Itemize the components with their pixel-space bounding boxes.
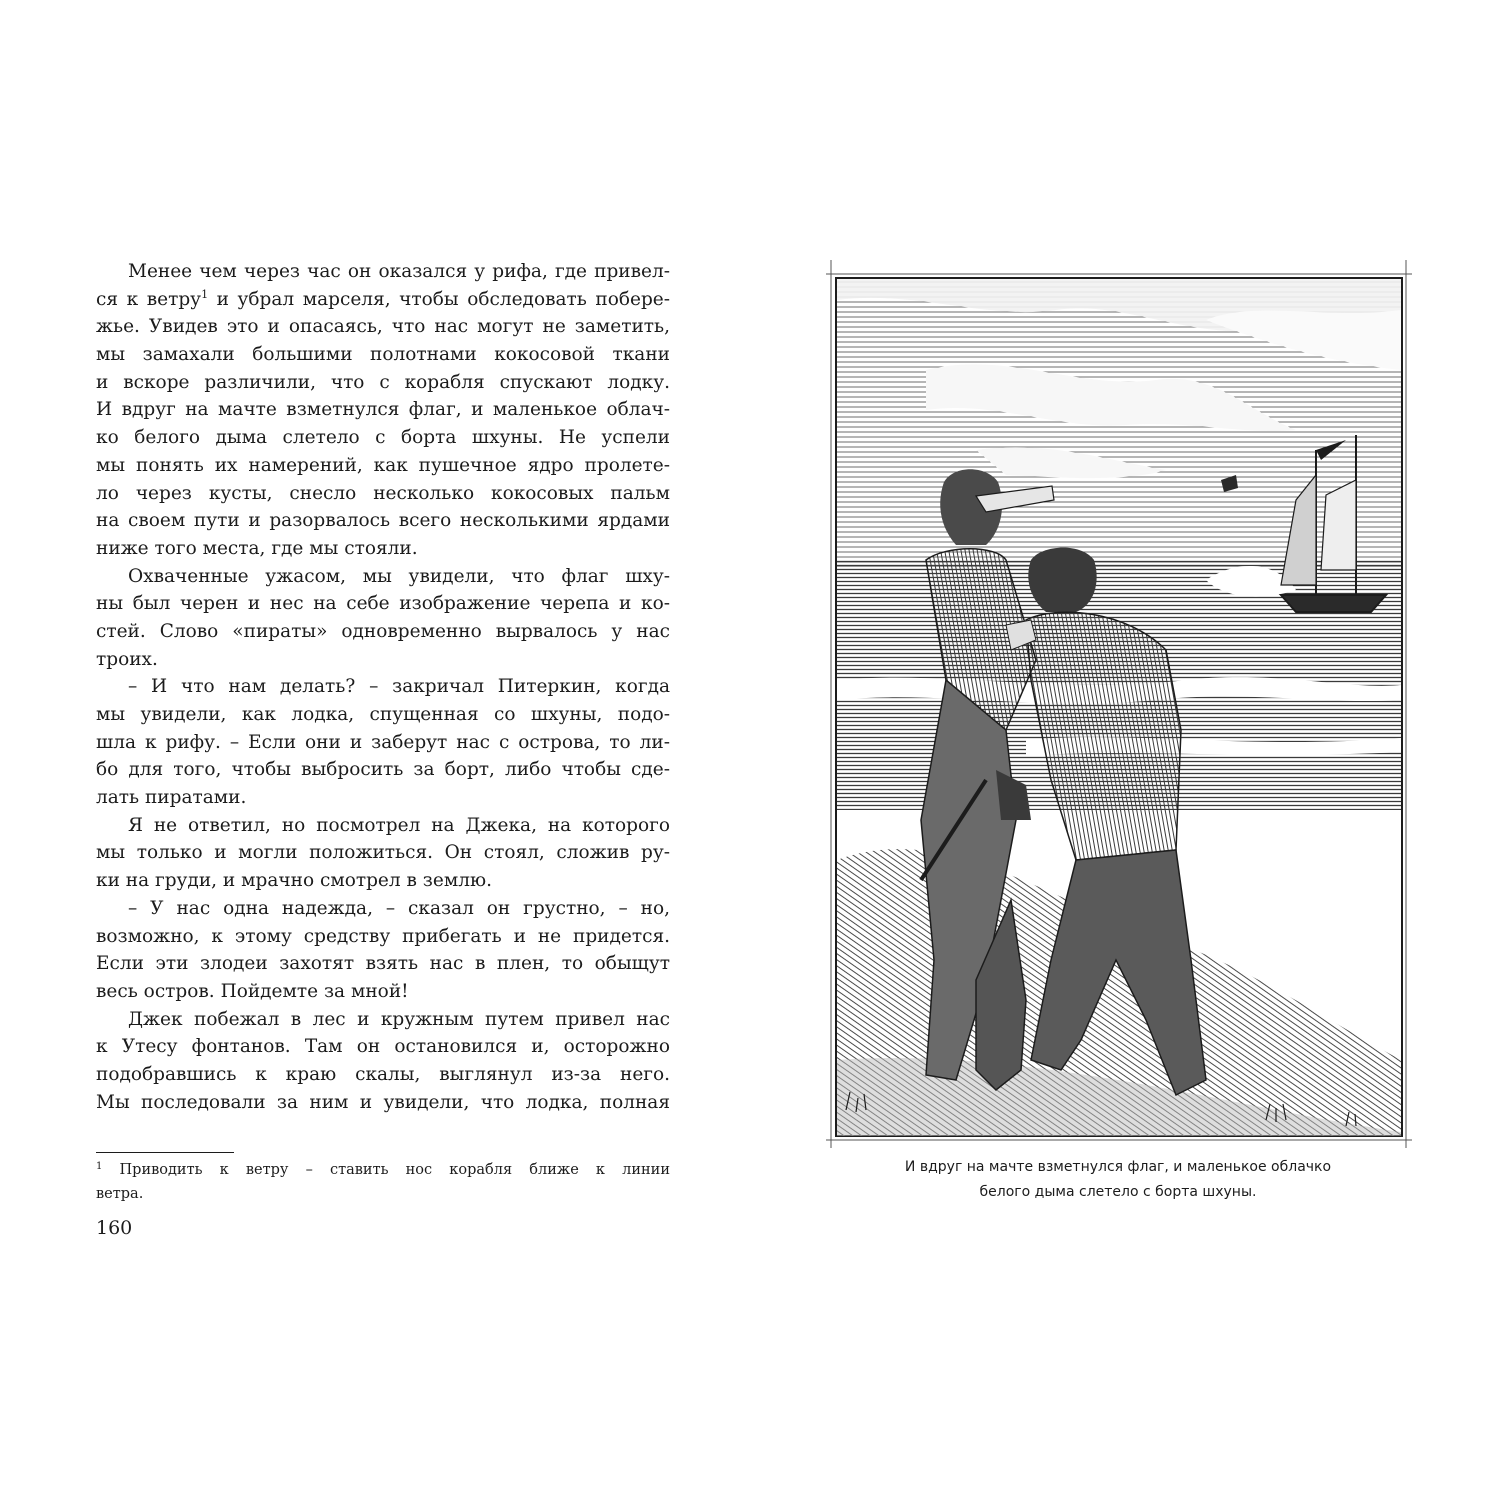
body-line: мы понять их намерений, как пушечное ядро пролете-: [96, 454, 670, 476]
caption-line-2: белого дыма слетело с борта шхуны.: [979, 1184, 1257, 1200]
body-line: возможно, к этому средству прибегать и не придется.: [96, 925, 670, 947]
footnote-reference[interactable]: 1: [201, 287, 209, 301]
body-line: мы увидели, как лодка, спущенная со шхуны, подо-: [96, 704, 670, 725]
body-line: троих.: [96, 648, 158, 670]
body-line: ко белого дыма слетело с борта шхуны. Не успели: [96, 427, 670, 449]
engraving-figure-art: [826, 260, 1412, 1148]
body-line: Менее чем через час он оказался у рифа, где привел-: [128, 261, 670, 282]
illustration-caption: [830, 1155, 1406, 1205]
body-line: мы замахали большими полотнами кокосовой ткани: [96, 344, 670, 366]
body-line: мы только и могли положиться. Он стоял, сложив ру-: [96, 842, 670, 864]
footnote-text-line-2: ветра.: [96, 1186, 144, 1202]
body-line: Я не ответил, но посмотрел на Джека, на которого: [128, 814, 670, 836]
body-line: ло через кусты, снесло несколько кокосовых пальм: [96, 482, 670, 504]
body-line-text: ся к ветру: [96, 288, 202, 310]
body-line: ки на груди, и мрачно смотрел в землю.: [96, 870, 492, 892]
illustration: [826, 260, 1412, 1148]
body-line: ны был черен и нес на себе изображение черепа и ко-: [96, 593, 670, 615]
caption-line-1: И вдруг на мачте взметнулся флаг, и маленькое облачко: [904, 1159, 1332, 1175]
body-line: и вскоре различили, что с корабля спускают лодку.: [96, 371, 670, 393]
footnote-text-line-1: Приводить к ветру – ставить нос корабля ближе к линии: [102, 1162, 670, 1178]
body-line: лать пиратами.: [96, 787, 247, 809]
body-line: подобравшись к краю скалы, выглянул из-за него.: [96, 1063, 670, 1085]
body-line: Охваченные ужасом, мы увидели, что флаг шху-: [128, 565, 670, 587]
body-text: [96, 258, 670, 1116]
page-number: 160: [96, 1217, 133, 1239]
body-line: на своем пути и разорвалось всего несколькими ярдами: [96, 510, 670, 532]
body-line: И вдруг на мачте взметнулся флаг, и маленькое облач-: [96, 399, 670, 421]
body-line: Если эти злодеи захотят взять нас в плен, то обыщут: [96, 953, 670, 975]
body-line-text: и убрал марселя, чтобы обследовать побере-: [208, 288, 670, 310]
body-line: весь остров. Пойдемте за мной!: [96, 980, 409, 1002]
footnote-rule: [96, 1152, 234, 1153]
body-line: Джек побежал в лес и кружным путем привел нас: [128, 1008, 670, 1030]
footnote-marker: 1: [96, 1161, 103, 1172]
footnote: [96, 1158, 670, 1206]
body-line: – У нас одна надежда, – сказал он грустно, – но,: [128, 897, 670, 919]
body-line: [96, 286, 670, 314]
body-line: стей. Слово «пираты» одновременно вырвалось у нас: [96, 620, 670, 642]
body-line: жье. Увидев это и опасаясь, что нас могут не заметить,: [96, 316, 670, 338]
body-line: ниже того места, где мы стояли.: [96, 537, 418, 559]
body-line: к Утесу фонтанов. Там он остановился и, осторожно: [96, 1036, 670, 1058]
body-line: – И что нам делать? – закричал Питеркин, когда: [128, 676, 670, 698]
body-line: Мы последовали за ним и увидели, что лодка, полная: [96, 1091, 670, 1113]
body-line: шла к рифу. – Если они и заберут нас с острова, то ли-: [96, 731, 670, 753]
body-line: бо для того, чтобы выбросить за борт, либо чтобы сде-: [96, 759, 670, 781]
